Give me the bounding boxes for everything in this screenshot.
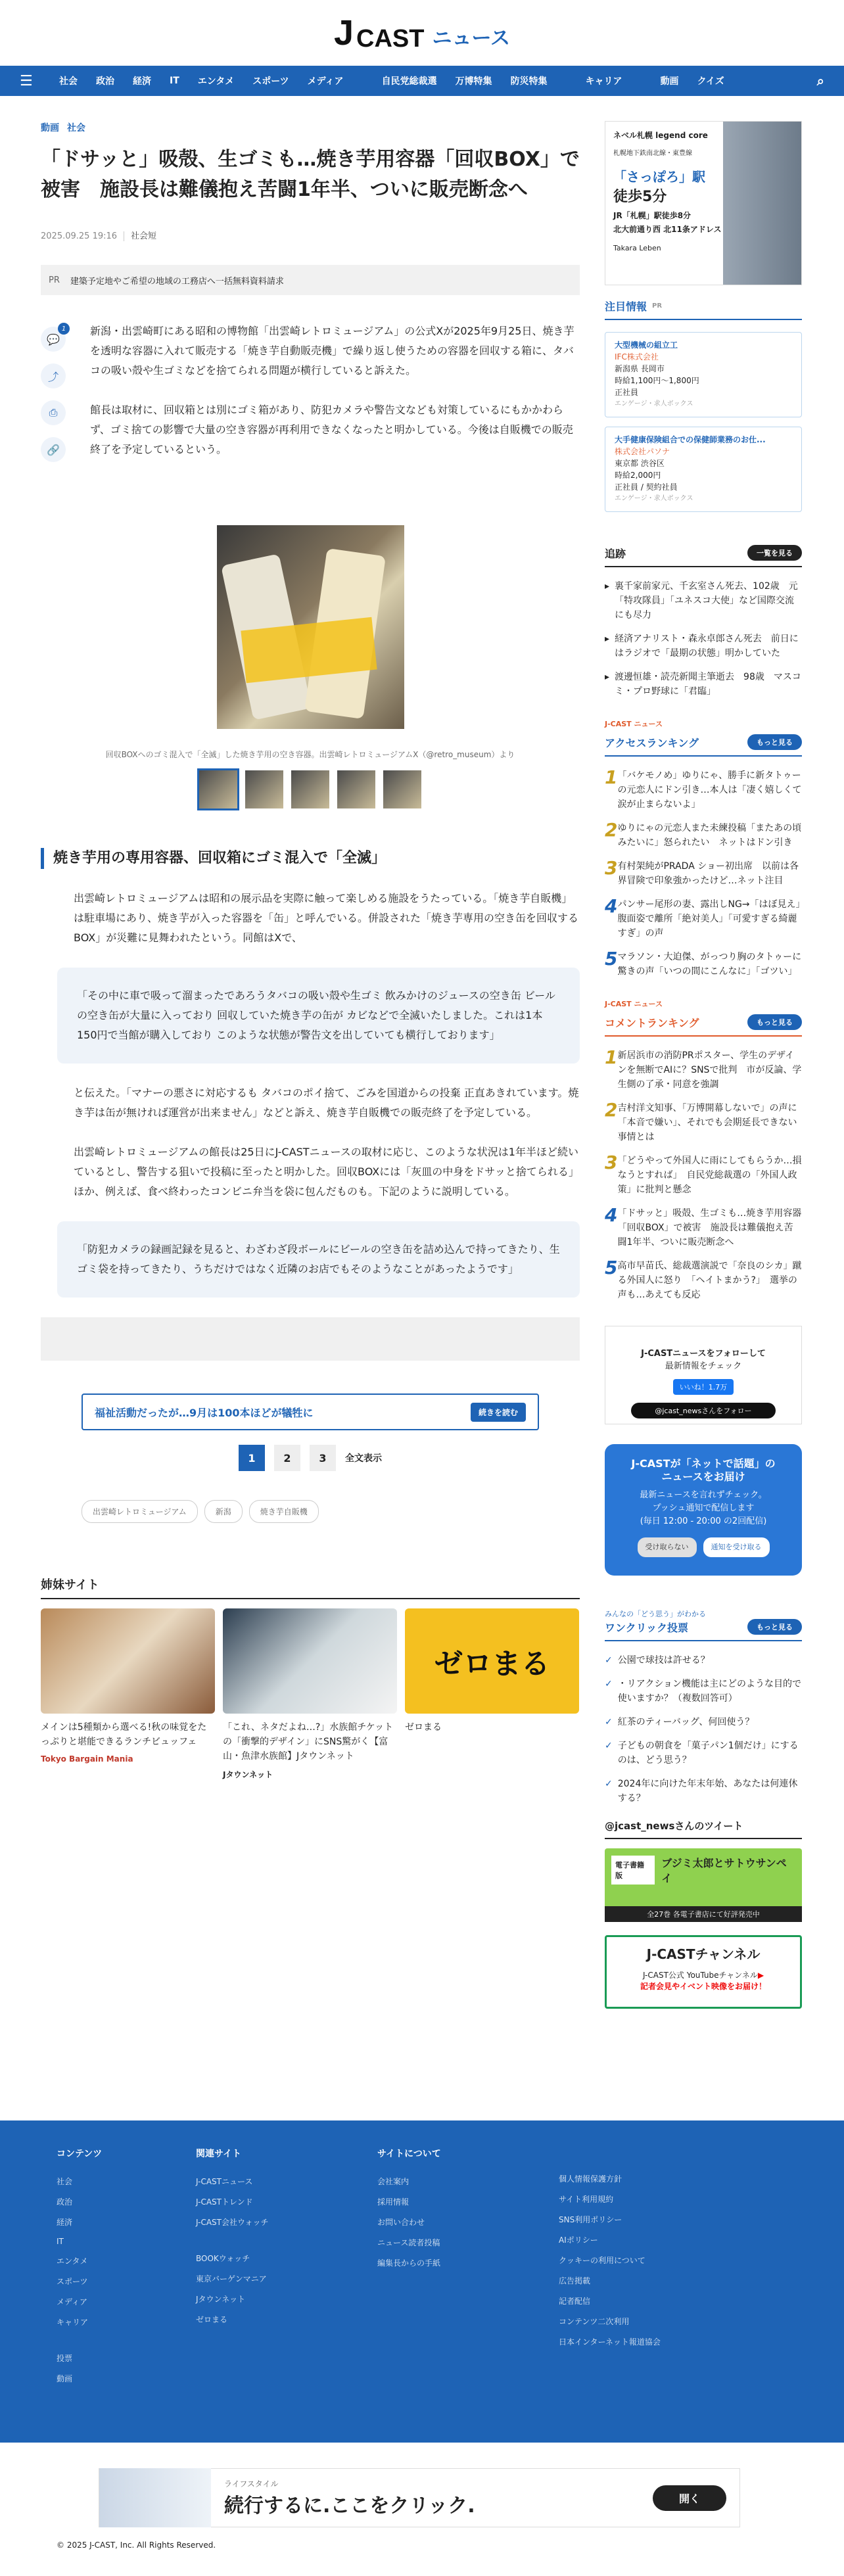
tag[interactable]: 出雲崎レトロミュージアム <box>82 1500 198 1523</box>
article-title: 「ドサッと」吸殻、生ゴミも…焼き芋用容器「回収BOX」で被害 施設長は難儀抱え苦闘1年半、ついに販売断念へ <box>41 148 580 201</box>
push-notification-box <box>605 1444 802 1576</box>
ranking-item[interactable]: 5 マラソン・大迫傑、がっつり胸のタトゥーに驚きの声「いつの間にこんなに」「ゴツい」 <box>605 950 802 979</box>
share-icon[interactable]: ⤴ <box>41 363 66 388</box>
footer-link[interactable]: メディア <box>57 2297 88 2307</box>
nav-item[interactable]: 動画 <box>660 76 679 87</box>
link-icon[interactable]: 🔗 <box>41 437 66 462</box>
push-line: プッシュ通知で配信します <box>652 1503 755 1513</box>
poll-item[interactable]: ✓ 2024年に向けた年末年始、あなたは何連休する？ <box>605 1777 802 1806</box>
sister-sites <box>41 1576 580 1780</box>
footer-col-policy <box>559 2147 740 2443</box>
comment-more-button[interactable]: もっと見る <box>747 1014 802 1030</box>
footer-link[interactable]: 個人情報保護方針 <box>559 2174 622 2184</box>
tag[interactable]: 焼き芋自販機 <box>249 1500 319 1523</box>
facebook-like-button[interactable]: いいね！1.7万 <box>673 1379 734 1395</box>
footer-link[interactable]: 採用情報 <box>377 2197 410 2207</box>
ranking-item[interactable]: 3 有村架純がPRADA ショー初出席 以前は各界冒険で印象強かったけど…ネット注目 <box>605 859 802 888</box>
job-company: IFC株式会社 <box>615 352 659 362</box>
article-categories <box>41 121 580 134</box>
thumbnail[interactable] <box>291 770 329 808</box>
push-line: ニュースをお届け <box>661 1470 745 1483</box>
jobs-heading <box>605 298 802 320</box>
access-ranking-title: アクセスランキング <box>605 736 699 749</box>
footer-link[interactable]: Jタウンネット <box>196 2295 246 2304</box>
footer-link[interactable]: ゼロまる <box>196 2315 228 2324</box>
article <box>41 121 580 2022</box>
page-1[interactable]: 1 <box>239 1445 265 1471</box>
article-category[interactable]: 社会短 <box>124 231 156 241</box>
nav-item[interactable]: 経済 <box>133 76 151 87</box>
ranking-text: 「ドサッと」吸殻、生ゴミも…焼き芋用容器「回収BOX」で被害 施設長は難儀抱え苦闘1年半、ついに販売断念へ <box>617 1208 802 1248</box>
nav-item[interactable]: 万博特集 <box>455 76 492 87</box>
comment-count: 1 <box>58 323 70 335</box>
logo-j: J <box>334 13 353 53</box>
poll-text: ・リアクション機能は主にどのような目的で使いますか？（複数回答可） <box>617 1679 802 1704</box>
banner-footer: 全27巻 各電子書店にて好評発売中 <box>605 1906 802 1922</box>
ad-label: ライフスタイル <box>224 2479 279 2489</box>
search-icon[interactable]: ⌕ <box>816 73 824 89</box>
footer-link[interactable]: ニュース読者投稿 <box>377 2238 440 2247</box>
pr-link[interactable] <box>41 265 580 295</box>
ad-image <box>99 2468 211 2527</box>
poll-more-button[interactable]: もっと見る <box>747 1619 802 1635</box>
list-item[interactable]: ▸ 経済アナリスト・森永卓郎さん死去 前日にはラジオで「最期の状態」明かしていた <box>605 632 802 661</box>
photo-thumbnails <box>41 770 580 808</box>
job-card[interactable] <box>605 332 802 417</box>
tracking-more-button[interactable]: 一覧を見る <box>747 545 802 561</box>
push-line: 最新ニュースを言れずチェック。 <box>640 1490 767 1500</box>
global-nav <box>0 66 844 96</box>
ranking-text: ゆりにゃの元恋人また未練投稿「またあの頃みたいに」怒られたい ネットはドン引き <box>617 823 802 848</box>
footer-link[interactable]: お問い合わせ <box>377 2218 425 2227</box>
footer-link[interactable]: BOOKウォッチ <box>196 2254 250 2263</box>
ranking-item[interactable]: 5 高市早苗氏、総裁選演説で「奈良のシカ」蹴る外国人に怒り 「ヘイトまかう?」 選挙の声も…あえても反応 <box>605 1259 802 1302</box>
x-follow-button[interactable]: @jcast_newsさんをフォロー <box>631 1403 776 1418</box>
pr-badge: PR <box>652 302 663 310</box>
decline-push-button[interactable]: 受け取らない <box>638 1537 697 1557</box>
banner-title: ブジミ太郎とサトウサンペイ <box>661 1857 787 1885</box>
nav-item[interactable]: スポーツ <box>252 76 289 87</box>
sister-title: 姉妹サイト <box>41 1576 580 1599</box>
footer-link[interactable]: J-CASTニュース <box>196 2177 253 2186</box>
job-pay: 時給2,000円 <box>615 471 661 480</box>
follow-line: 最新情報をチェック <box>665 1361 742 1371</box>
ranking-text: 吉村洋文知事、「万博開幕しないで」の声に「本音で嫌い」、それでも会期延長できない事情とは <box>617 1103 797 1142</box>
ad-brand: ネベル札幌 legend core <box>613 131 708 140</box>
manga-banner[interactable] <box>605 1848 802 1922</box>
nav-item[interactable]: 自民党総裁選 <box>381 76 437 87</box>
job-place: 新潟県 長岡市 <box>615 364 665 373</box>
nav-item[interactable]: メディア <box>307 76 344 87</box>
share-tools <box>41 321 77 479</box>
footer-link[interactable]: 動画 <box>57 2374 73 2383</box>
footer-link[interactable]: クッキーの利用について <box>559 2256 645 2265</box>
ranking-item[interactable]: 1 新居浜市の消防PRポスター、学生のデザインを無断でAIに？SNSで批判 市が反論、学生側の了承・同意を強調 <box>605 1048 802 1092</box>
site-logo[interactable] <box>334 12 510 53</box>
nav-item[interactable]: クイズ <box>697 76 724 87</box>
access-more-button[interactable]: もっと見る <box>747 734 802 750</box>
page-3[interactable]: 3 <box>310 1445 336 1471</box>
ranking-item[interactable]: 4 「ドサッと」吸殻、生ゴミも…焼き芋用容器「回収BOX」で被害 施設長は難儀抱え苦闘1年半、ついに販売断念へ <box>605 1206 802 1250</box>
job-title: 大手健康保険組合での保健師業務のお仕... <box>615 435 766 444</box>
youtube-icon: ▶ <box>757 1971 764 1980</box>
logo-news: ニュース <box>432 27 510 50</box>
list-item-text: 経済アナリスト・森永卓郎さん死去 前日にはラジオで「最期の状態」明かしていた <box>615 634 799 659</box>
nav-item[interactable]: エンタメ <box>197 76 235 87</box>
access-ranking-heading <box>605 734 802 757</box>
footer-link[interactable]: 社会 <box>57 2177 73 2186</box>
list-item[interactable]: ▸ 渡邊恒雄・読売新聞主筆逝去 98歳 マスコミ・プロ野球に「君臨」 <box>605 670 802 699</box>
section-heading: 焼き芋用の専用容器、回収箱にゴミ混入で「全滅」 <box>41 848 580 869</box>
sidebar-ad[interactable] <box>605 121 802 285</box>
tag[interactable]: 新潟 <box>204 1500 243 1523</box>
job-place: 東京都 渋谷区 <box>615 459 665 468</box>
footer-link[interactable]: 日本インターネット報道協会 <box>559 2337 661 2347</box>
ranking-item[interactable]: 1 「バケモノめ」ゆりにゃ、勝手に新タトゥーの元恋人にドン引き…本人は「凄く嬉しくて涙が止まらないよ」 <box>605 768 802 812</box>
job-source: エンゲージ・求人ボックス <box>615 495 693 502</box>
article-photo[interactable] <box>217 525 404 729</box>
ranking-item[interactable]: 2 吉村洋文知事、「万博開幕しないで」の声に「本音で嫌い」、それでも会期延長できない事情とは <box>605 1101 802 1144</box>
ranking-text: 新居浜市の消防PRポスター、学生のデザインを無断でAIに？SNSで批判 市が反論、学生側の了承・同意を強調 <box>617 1050 802 1090</box>
footer-link[interactable]: 東京バーゲンマニア <box>196 2274 267 2283</box>
job-source: エンゲージ・求人ボックス <box>615 400 693 408</box>
nav-item[interactable]: IT <box>170 76 179 86</box>
job-company: 株式会社パソナ <box>615 447 670 456</box>
ranking-text: 高市早苗氏、総裁選演説で「奈良のシカ」蹴る外国人に怒り 「ヘイトまかう?」 選挙の声も…あえても反応 <box>617 1261 802 1300</box>
ranking-text: 「どうやって外国人に雨にしてもらうか…損なうとすれば」 自民党総裁選の「外国人政策」に批判と懸念 <box>617 1156 802 1195</box>
ranking-text: 「バケモノめ」ゆりにゃ、勝手に新タトゥーの元恋人にドン引き…本人は「凄く嬉しくて涙が止まらないよ」 <box>617 770 802 810</box>
ad-open-button[interactable]: 開く <box>653 2485 726 2511</box>
read-more-button[interactable]: 続きを読む <box>471 1403 526 1422</box>
logo-cast: CAST <box>356 25 425 53</box>
article-meta <box>41 229 580 241</box>
copyright: © 2025 J-CAST, Inc. All Rights Reserved. <box>57 2541 216 2550</box>
pr-tag: PR <box>49 275 60 285</box>
nav-item[interactable]: 防災特集 <box>510 76 548 87</box>
poll-text: 子どもの朝食を「菓子パン1個だけ」にするのは、どう思う？ <box>617 1741 799 1766</box>
full-text-link[interactable]: 全文表示 <box>345 1453 382 1464</box>
paragraph: 新潟・出雲崎町にある昭和の博物館「出雲崎レトロミュージアム」の公式Xが2025年9月25日、焼き芋を透明な容器に入れて販売する「焼き芋自動販売機」で繰り返し使うための容器を回収する箱に、タバコの吸い殻や生ゴミなどを捨てられる問題が横行していると訴えた。 <box>90 325 574 377</box>
thumbnail[interactable] <box>383 770 421 808</box>
pagination <box>41 1445 580 1471</box>
footer-col-about <box>377 2147 559 2443</box>
quote-block: 「防犯カメラの録画記録を見ると、わざわざ段ボールにビールの空き缶を詰め込んで持ってきたり、生ゴミ袋を持ってきたり、うちだけではなく近隣のお店でもそのようなことがあったようです」 <box>57 1221 580 1298</box>
footer-link[interactable]: J-CAST会社ウォッチ <box>196 2218 269 2227</box>
poll-item[interactable]: ✓ ・リアクション機能は主にどのような目的で使いますか？（複数回答可） <box>605 1677 802 1706</box>
banner-title: J-CASTチャンネル <box>646 1946 761 1962</box>
comment-ranking-title: コメントランキング <box>605 1016 699 1029</box>
thumbnail[interactable] <box>199 770 237 808</box>
nav-item[interactable]: キャリア <box>585 76 622 87</box>
site-header <box>0 0 844 66</box>
ranking-item[interactable]: 4 パンサー尾形の妻、露出しNG→「はぼ見え」腹面姿で離所「絶対美人」「可愛すぎる綺麗すぎ」の声 <box>605 897 802 941</box>
quote-block: 「その中に車で吸って溜まったであろうタバコの吸い殻や生ゴミ 飲みかけのジュースの空き缶 ビールの空き缶が大量に入っており 回収していた焼き芋の缶が カビなどで全滅いたしました。これは1本150円で当館が購入しており このような状態が警告文を出していても横行しております」 <box>57 968 580 1064</box>
nav-item[interactable]: 社会 <box>59 76 78 87</box>
footer-link[interactable]: 投票 <box>57 2354 73 2363</box>
footer-link[interactable]: 広告掲載 <box>559 2276 591 2285</box>
tag-list <box>82 1500 539 1523</box>
job-title: 大型機械の組立工 <box>615 340 678 350</box>
ad-line: 徒歩5分 <box>613 189 667 205</box>
ad-headline: 続行するに.ここをクリック. <box>224 2494 475 2517</box>
footer-link[interactable]: IT <box>57 2237 64 2246</box>
follow-box <box>605 1326 802 1424</box>
sister-text: ゼロまる <box>405 1722 442 1733</box>
photo-caption: 回収BOXへのゴミ混入で「全滅」した焼き芋用の空き容器。出雲崎レトロミュージアムX（@retro_museum）より <box>105 750 515 759</box>
paragraph: と伝えた。「マナーの悪さに対応するも タバコのポイ捨て、ごみを国道からの投棄 正直あきれています。焼き芋は缶が無ければ運営が出来ません」などと訴え、焼き芋自販機での販売終了を予定している。 <box>74 1087 579 1119</box>
category-link[interactable]: 社会 <box>67 123 85 133</box>
footer-link[interactable]: 記者配信 <box>559 2297 591 2306</box>
ranking-text: パンサー尾形の妻、露出しNG→「はぼ見え」腹面姿で離所「絶対美人」「可愛すぎる綺麗すぎ」の声 <box>617 899 801 939</box>
sister-text: メインは5種類から選べる!秋の味覚をたっぷりと堪能できるランチビュッフェ <box>41 1722 207 1747</box>
next-page-link[interactable] <box>82 1393 539 1430</box>
pr-text: 建築予定地やご希望の地域の工務店へ一括無料資料請求 <box>70 276 284 287</box>
sidebar <box>605 121 802 2022</box>
accept-push-button[interactable]: 通知を受け取る <box>703 1537 770 1557</box>
footer-col-contents <box>14 2147 196 2443</box>
sister-logo: Tokyo Bargain Mania <box>41 1754 133 1764</box>
poll-text: 紅茶のティーバッグ、何回使う？ <box>617 1717 755 1727</box>
footer-link[interactable]: サイト利用規約 <box>559 2195 614 2204</box>
footer-heading: 関連サイト <box>196 2149 242 2159</box>
ranking-text: マラソン・大迫傑、がっつり胸のタトゥーに驚きの声「いつの間にこんなに」「ゴツい」 <box>617 952 802 977</box>
print-icon[interactable]: ⎙ <box>41 400 66 425</box>
sister-logo: Jタウンネット <box>223 1770 273 1779</box>
banner-label: 電子書籍版 <box>611 1856 655 1885</box>
footer-heading: サイトについて <box>377 2149 441 2159</box>
footer-link[interactable]: エンタメ <box>57 2257 88 2266</box>
poll-title: ワンクリック投票 <box>605 1621 689 1634</box>
ranking-item[interactable]: 3 「どうやって外国人に雨にしてもらうか…損なうとすれば」 自民党総裁選の「外国人政策」に批判と懸念 <box>605 1154 802 1197</box>
list-item-text: 裏千家前家元、千玄室さん死去、102歳 元「特攻隊員」「ユネスコ大使」など国際交流にも尽力 <box>615 581 798 621</box>
ad-line: 北大前通り西 北11条アドレス <box>613 225 722 234</box>
brand-small-logo: J-CAST ニュース <box>605 1000 663 1008</box>
poll-item[interactable]: ✓ 公園で球技は許せる？ <box>605 1653 802 1668</box>
poll-text: 公園で球技は許せる？ <box>617 1655 710 1666</box>
footer-link[interactable]: J-CASTトレンド <box>196 2197 253 2207</box>
ad-line: 札幌地下鉄南北線・東豊線 <box>613 150 692 157</box>
footer-link[interactable]: キャリア <box>57 2318 89 2327</box>
poll-heading <box>605 1619 802 1641</box>
poll-item[interactable]: ✓ 子どもの朝食を「菓子パン1個だけ」にするのは、どう思う？ <box>605 1739 802 1768</box>
poll-pretitle: みんなの「どう思う」がわかる <box>605 1610 706 1618</box>
job-card[interactable] <box>605 427 802 512</box>
footer-link[interactable]: 編集長からの手紙 <box>377 2259 441 2268</box>
footer-link[interactable]: AIポリシー <box>559 2236 598 2245</box>
sister-card[interactable] <box>41 1608 215 1780</box>
thumbnail[interactable] <box>245 770 283 808</box>
job-pay: 時給1,100円〜1,800円 <box>615 376 699 385</box>
thumbnail[interactable] <box>337 770 375 808</box>
tweet-heading: @jcast_newsさんのツイート <box>605 1819 802 1839</box>
ranking-item[interactable]: 2 ゆりにゃの元恋人また未練投稿「またあの頃みたいに」怒られたい ネットはドン引き <box>605 821 802 850</box>
paragraph: 館長は取材に、回収箱とは別にゴミ箱があり、防犯カメラや警告文なども対策しているにもかかわらず、ゴミ捨ての影響で大量の空き容器が再利用できなくなったと明かしている。今後は自販機での販売終了を予定しているという。 <box>90 404 573 456</box>
site-footer <box>0 2120 844 2443</box>
footer-link[interactable]: 会社案内 <box>377 2177 410 2186</box>
article-date: 2025.09.25 19:16 <box>41 231 118 241</box>
ad-slot[interactable] <box>41 1317 580 1361</box>
footer-heading: コンテンツ <box>57 2149 103 2159</box>
ranking-text: 有村架純がPRADA ショー初出席 以前は各界冒険で印象強かったけど…ネット注目 <box>617 861 799 886</box>
banner-sub: J-CAST公式 YouTubeチャンネル▶ <box>642 1971 764 1980</box>
zeromaru-logo: ゼロまる <box>434 1647 550 1681</box>
job-type: 正社員 / 契約社員 <box>615 482 678 492</box>
push-line: (毎日 12:00 - 20:00 の2回配信) <box>640 1516 767 1526</box>
poll-item[interactable]: ✓ 紅茶のティーバッグ、何回使う？ <box>605 1715 802 1729</box>
poll-text: 2024年に向けた年末年始、あなたは何連休する？ <box>617 1779 798 1804</box>
paragraph: 出雲崎レトロミュージアムは昭和の展示品を実際に触って楽しめる施設をうたっている。「焼き芋自販機」は駐車場にあり、焼き芋が入った容器を「缶」と呼んでいる。併設された「焼き芋専用の空き缶を回収するBOX」が災難に見舞われたという。同館はXで、 <box>74 892 579 944</box>
ad-line: JR「札幌」駅徒歩8分 <box>613 211 692 220</box>
ad-line: 「さっぽろ」駅 <box>613 169 705 185</box>
footer-link[interactable]: コンテンツ二次利用 <box>559 2317 630 2326</box>
sister-text: 「これ、ネタだよね…?」水族館チケットの「衝撃的デザイン」にSNS驚がく【富山・魚津水族館】Jタウンネット <box>223 1722 394 1762</box>
footer-link[interactable]: 政治 <box>57 2197 73 2207</box>
banner-footer: 記者会見やイベント映像をお届け！ <box>640 1982 766 1991</box>
tracking-title: 追跡 <box>605 547 626 560</box>
brand-small-logo: J-CAST ニュース <box>605 720 663 728</box>
youtube-banner[interactable] <box>605 1935 802 2009</box>
push-line: J-CASTが「ネットで話題」の <box>631 1457 776 1470</box>
comment-ranking-heading <box>605 1014 802 1037</box>
job-type: 正社員 <box>615 388 639 397</box>
paragraph: 出雲崎レトロミュージアムの館長は25日にJ-CASTニュースの取材に応じ、このような状況は1年半ほど続いているとし、警告する狙いで投稿に至ったと明かした。回収BOXには「灰皿の中身をドサッと捨てられる」ほか、例えば、食べ終わったコンビニ弁当を袋に包んだものも。下記のように説明している。 <box>74 1146 579 1198</box>
nav-item[interactable]: 政治 <box>96 76 114 87</box>
sister-card[interactable] <box>405 1608 579 1780</box>
next-page-text: 福祉活動だったが…9月は100本ほどが犠牲に <box>95 1406 314 1419</box>
list-item-text: 渡邊恒雄・読売新聞主筆逝去 98歳 マスコミ・プロ野球に「君臨」 <box>615 672 801 697</box>
list-item[interactable]: ▸ 裏千家前家元、千玄室さん死去、102歳 元「特攻隊員」「ユネスコ大使」など国際交流にも尽力 <box>605 579 802 622</box>
page-2[interactable]: 2 <box>274 1445 300 1471</box>
ad-maker: Takara Leben <box>613 244 661 252</box>
footer-col-related <box>196 2147 377 2443</box>
comment-icon[interactable]: 💬 1 <box>41 327 66 352</box>
footer-link[interactable]: 経済 <box>57 2218 73 2227</box>
tracking-heading <box>605 545 802 567</box>
sister-card[interactable] <box>223 1608 397 1780</box>
footer-link[interactable]: SNS利用ポリシー <box>559 2215 622 2224</box>
bottom-sticky-ad[interactable] <box>99 2468 740 2527</box>
footer-link[interactable]: スポーツ <box>57 2277 88 2286</box>
follow-line: J-CASTニュースをフォローして <box>641 1349 766 1359</box>
category-link[interactable]: 動画 <box>41 123 59 133</box>
menu-icon[interactable]: ☰ <box>20 72 33 89</box>
jobs-title: 注目情報 <box>605 300 647 313</box>
